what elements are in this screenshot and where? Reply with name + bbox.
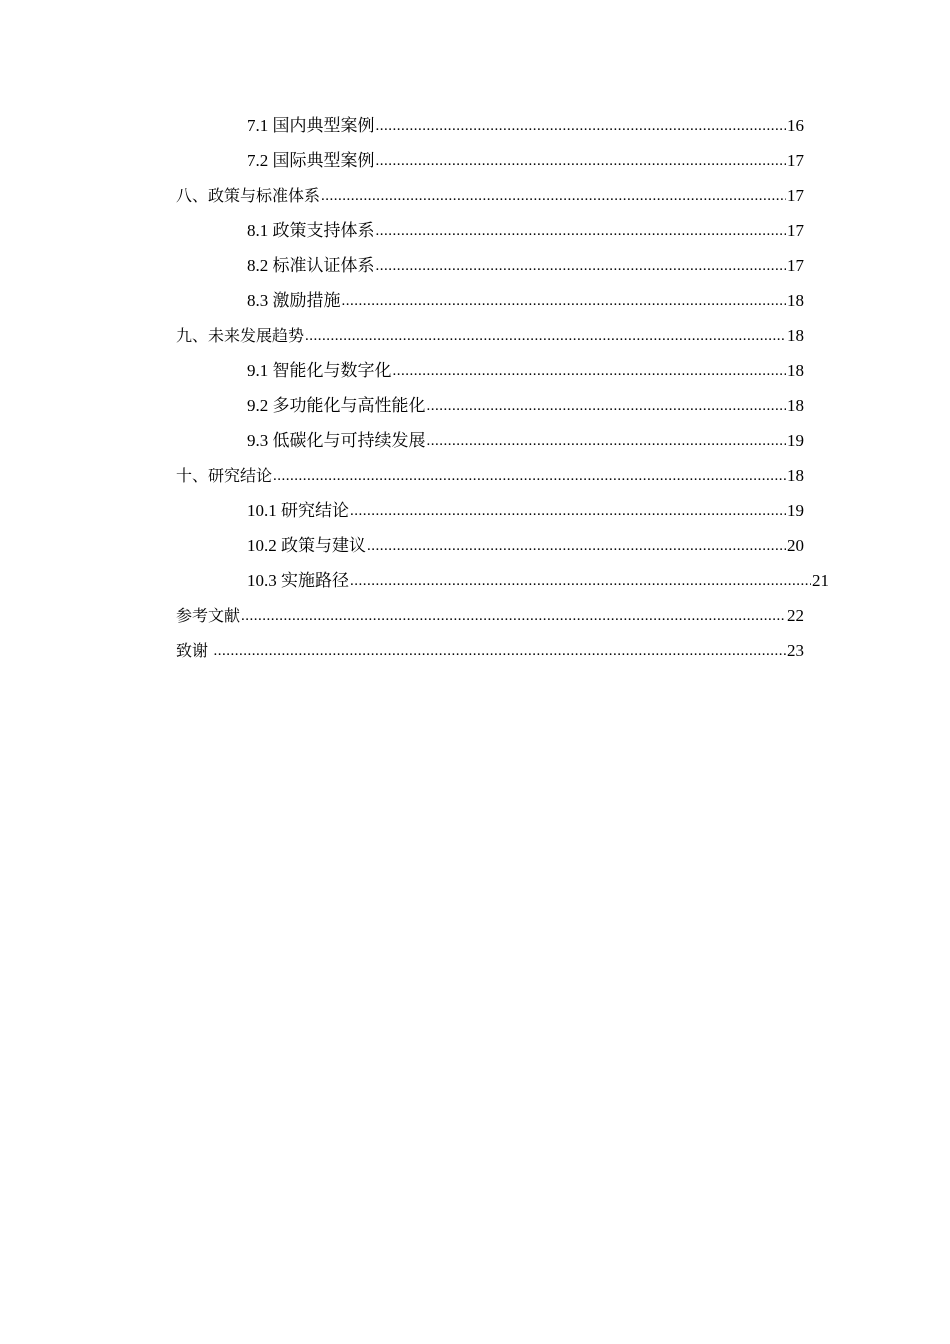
toc-dot-leader xyxy=(273,459,786,494)
toc-entry-title: 9.2 多功能化与高性能化 xyxy=(247,396,426,415)
toc-page-number: 18 xyxy=(787,396,804,415)
toc-page-number: 20 xyxy=(787,536,804,555)
toc-entry-8-1[interactable] xyxy=(0,213,950,248)
toc-entry-8-2[interactable] xyxy=(0,248,950,283)
toc-chapter-title: 致谢 xyxy=(176,641,209,660)
toc-chapter-title: 参考文献 xyxy=(176,606,241,625)
toc-dot-leader xyxy=(321,179,786,214)
toc-chapter-8[interactable] xyxy=(0,178,950,213)
toc-page-number: 16 xyxy=(787,116,804,135)
toc-chapter-9[interactable] xyxy=(0,318,950,353)
toc-entry-8-3[interactable] xyxy=(0,283,950,318)
toc-entry-10-3[interactable] xyxy=(0,563,950,598)
toc-entry-9-2[interactable] xyxy=(0,388,950,423)
toc-acknowledgements[interactable] xyxy=(0,633,950,668)
toc-page-number: 17 xyxy=(787,256,804,275)
toc-entry-9-3[interactable] xyxy=(0,423,950,458)
toc-page-number: 18 xyxy=(787,361,804,380)
toc-dot-leader xyxy=(427,389,787,424)
toc-entry-title: 9.1 智能化与数字化 xyxy=(247,361,392,380)
toc-chapter-10[interactable] xyxy=(0,458,950,493)
toc-dot-leader xyxy=(367,529,786,564)
toc-page-number: 17 xyxy=(787,221,804,240)
toc-entry-7-2[interactable] xyxy=(0,143,950,178)
toc-entry-7-1[interactable] xyxy=(0,108,950,143)
toc-dot-leader xyxy=(350,494,786,529)
toc-dot-leader xyxy=(376,109,787,144)
toc-dot-leader xyxy=(376,144,787,179)
toc-page-number: 21 xyxy=(812,571,829,590)
toc-references[interactable] xyxy=(0,598,950,633)
toc-entry-10-1[interactable] xyxy=(0,493,950,528)
toc-chapter-title: 十、研究结论 xyxy=(176,466,273,485)
toc-page-number: 18 xyxy=(787,326,804,345)
toc-entry-title: 10.1 研究结论 xyxy=(247,501,349,520)
toc-entry-title: 7.1 国内典型案例 xyxy=(247,116,375,135)
toc-entry-title: 7.2 国际典型案例 xyxy=(247,151,375,170)
toc-dot-leader xyxy=(376,214,787,249)
toc-dot-leader xyxy=(376,249,787,284)
toc-chapter-title: 九、未来发展趋势 xyxy=(176,326,305,345)
toc-page-number: 17 xyxy=(787,151,804,170)
toc-entry-title: 8.2 标准认证体系 xyxy=(247,256,375,275)
toc-dot-leader xyxy=(213,634,786,669)
toc-entry-10-2[interactable] xyxy=(0,528,950,563)
toc-dot-leader xyxy=(342,284,787,319)
toc-page-number: 22 xyxy=(787,606,804,625)
toc-dot-leader xyxy=(350,564,811,599)
toc-entry-9-1[interactable] xyxy=(0,353,950,388)
toc-dot-leader xyxy=(393,354,787,389)
toc-dot-leader xyxy=(427,424,787,459)
toc-page-number: 23 xyxy=(787,641,804,660)
toc-entry-title: 10.3 实施路径 xyxy=(247,571,349,590)
toc-entry-title: 9.3 低碳化与可持续发展 xyxy=(247,431,426,450)
toc-entry-title: 8.3 激励措施 xyxy=(247,291,341,310)
table-of-contents xyxy=(0,108,950,668)
toc-page-number: 18 xyxy=(787,466,804,485)
toc-dot-leader xyxy=(305,319,786,354)
toc-entry-title: 10.2 政策与建议 xyxy=(247,536,366,555)
toc-chapter-title: 八、政策与标准体系 xyxy=(176,186,321,205)
toc-dot-leader xyxy=(241,599,786,634)
toc-page-number: 17 xyxy=(787,186,804,205)
toc-page-number: 18 xyxy=(787,291,804,310)
toc-entry-title: 8.1 政策支持体系 xyxy=(247,221,375,240)
toc-page-number: 19 xyxy=(787,431,804,450)
toc-page-number: 19 xyxy=(787,501,804,520)
